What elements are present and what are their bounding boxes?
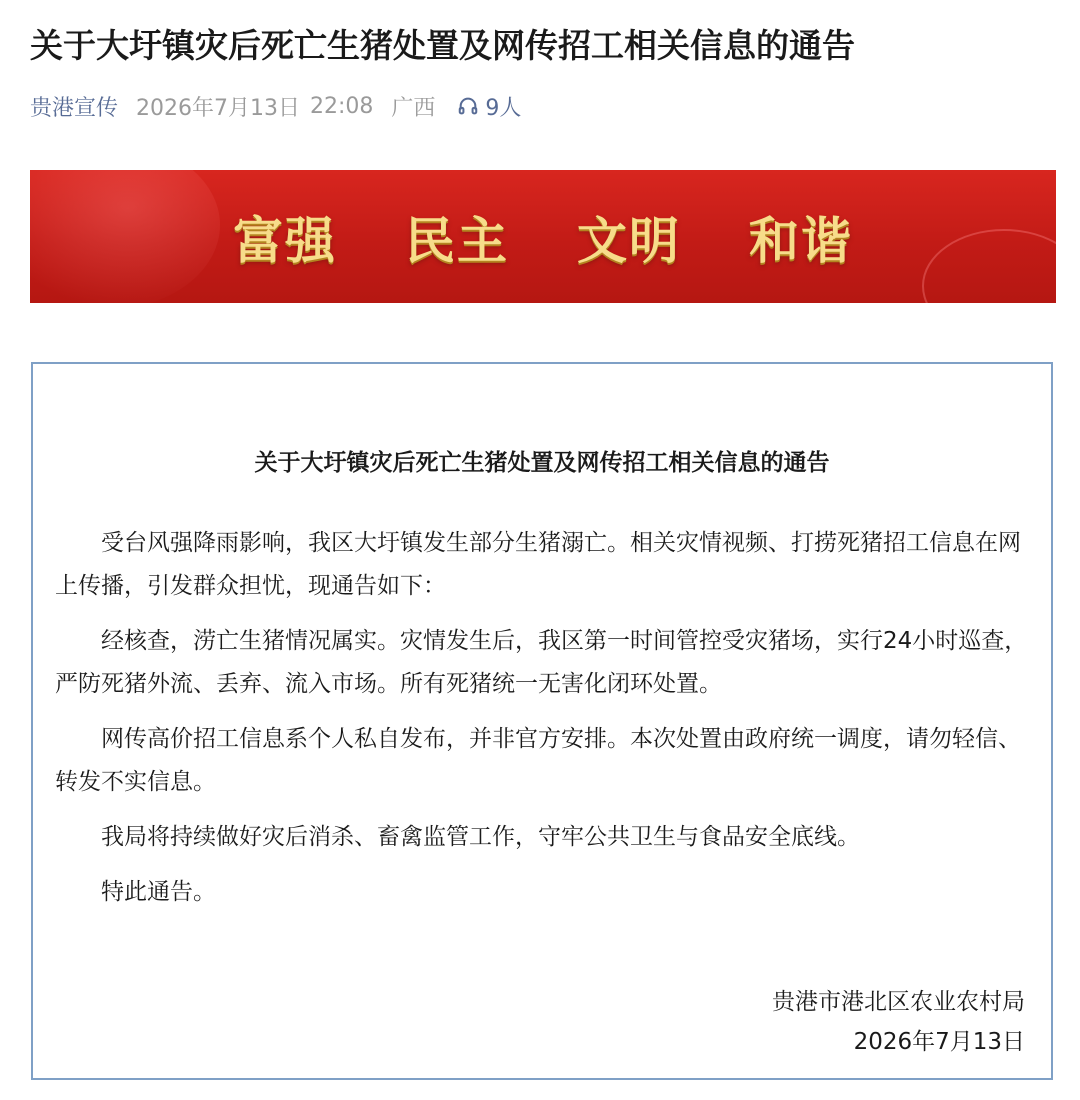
banner-words [30, 170, 1056, 303]
banner-word: 民主 [405, 210, 509, 270]
banner-word: 富强 [233, 210, 337, 270]
banner-word: 和谐 [749, 210, 853, 270]
notice-title: 关于大圩镇灾后死亡生猪处置及网传招工相关信息的通告 [254, 450, 830, 476]
publish-time: 22:08 [310, 93, 374, 119]
signature-date: 2026年7月13日 [853, 1029, 1025, 1055]
notice-paragraph: 特此通告。 [101, 879, 216, 905]
listen-count: 9人 [485, 95, 522, 121]
notice-box [31, 362, 1053, 1080]
notice-paragraph: 经核查，涝亡生猪情况属实。灾情发生后，我区第一时间管控受灾猪场，实行24小时巡查，严防死猪外流、丢弃、流入市场。所有死猪统一无害化闭环处置。 [55, 628, 1028, 697]
notice-paragraph: 我局将持续做好灾后消杀、畜禽监管工作，守牢公共卫生与食品安全底线。 [101, 824, 860, 850]
signature-org: 贵港市港北区农业农村局 [772, 989, 1025, 1015]
article-meta [30, 88, 521, 124]
headphones-icon [457, 95, 479, 117]
notice-body [55, 522, 1035, 926]
publish-region: 广西 [391, 95, 436, 121]
notice-paragraph: 网传高价招工信息系个人私自发布，并非官方安排。本次处置由政府统一调度，请勿轻信、转发不实信息。 [55, 726, 1021, 795]
article-title: 关于大圩镇灾后死亡生猪处置及网传招工相关信息的通告 [30, 26, 855, 65]
banner-word: 文明 [577, 210, 681, 270]
listen-button[interactable] [457, 91, 521, 122]
values-banner [30, 170, 1056, 303]
publish-date: 2026年7月13日 [136, 95, 300, 121]
notice-paragraph: 受台风强降雨影响，我区大圩镇发生部分生猪溺亡。相关灾情视频、打捞死猪招工信息在网上传播，引发群众担忧，现通告如下： [55, 530, 1021, 599]
author-link[interactable]: 贵港宣传 [30, 95, 119, 121]
notice-signature [772, 982, 1025, 1062]
